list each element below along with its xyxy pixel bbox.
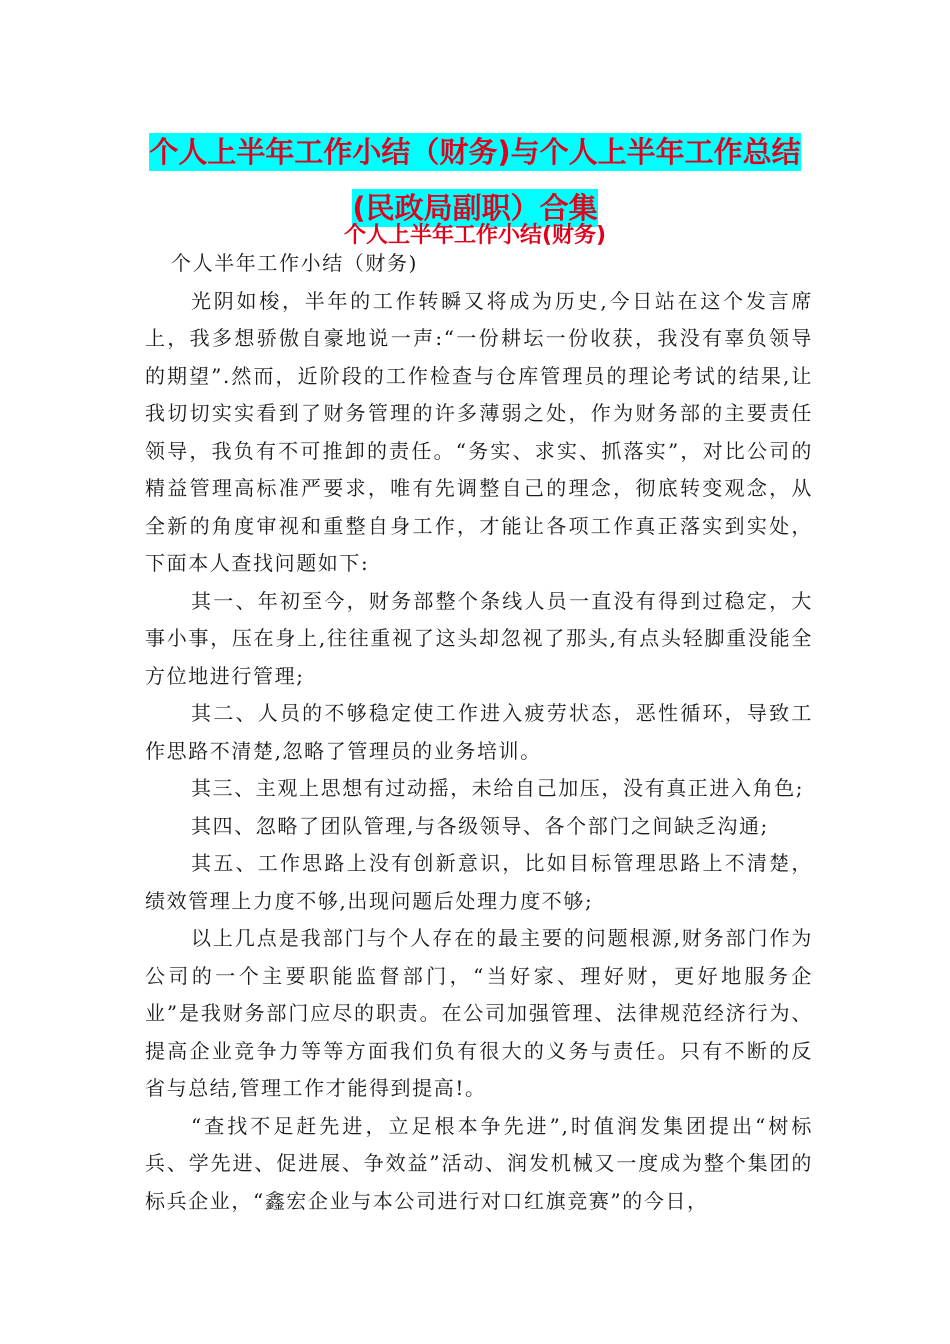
paragraph-intro: 光阴如梭，半年的工作转瞬又将成为历史,今日站在这个发言席上，我多想骄傲自豪地说一声:“一份耕坛一份收获，我没有辜负领导的期望”.然而，近阶段的工作检查与仓库管理员的理论考试的结果,让我切切实实看到了财务管理的许多薄弱之处，作为财务部的主要责任领导，我负有不可推卸的责任。“务实、求实、抓落实”，对比公司的精益管理高标准严要求，唯有先调整自己的理念，彻底转变观念，从全新的角度审视和重整自身工作，才能让各项工作真正落实到实处，下面本人查找问题如下: [145, 288, 813, 575]
section-heading: 个人上半年工作小结(财务) [343, 223, 607, 248]
paragraph-issue-5: 其五、工作思路上没有创新意识，比如目标管理思路上不清楚，绩效管理上力度不够,出现问题后处理力度不够; [145, 851, 813, 913]
paragraph-summary: 以上几点是我部门与个人存在的最主要的问题根源,财务部门作为公司的一个主要职能监督部门，“当好家、理好财，更好地服务企业”是我财务部门应尽的职责。在公司加强管理、法律规范经济行为、提高企业竞争力等等方面我们负有很大的义务与责任。只有不断的反省与总结,管理工作才能得到提高!。 [145, 926, 813, 1100]
paragraph-issue-2: 其二、人员的不够稳定使工作进入疲劳状态，恶性循环，导致工作思路不清楚,忽略了管理员的业务培训。 [145, 701, 813, 763]
paragraph-heading: 个人半年工作小结（财务) [171, 251, 419, 275]
document-title-highlight: 个人上半年工作小结（财务)与个人上半年工作总结(民政局副职）合集 [149, 135, 801, 225]
paragraph-closing: “查找不足赶先进，立足根本争先进”,时值润发集团提出“树标兵、学先进、促进展、争效益”活动、润发机械又一度成为整个集团的标兵企业，“鑫宏企业与本公司进行对口红旗竞赛”的今日， [145, 1113, 813, 1213]
paragraph-issue-1: 其一、年初至今，财务部整个条线人员一直没有得到过稳定，大事小事，压在身上,往往重视了这头却忽视了那头,有点头轻脚重没能全方位地进行管理; [145, 588, 813, 688]
document-body [145, 245, 813, 1220]
paragraph-issue-3: 其三、主观上思想有过动摇，未给自己加压，没有真正进入角色; [191, 776, 805, 800]
paragraph-issue-4: 其四、忽略了团队管理,与各级领导、各个部门之间缺乏沟通; [191, 813, 769, 838]
